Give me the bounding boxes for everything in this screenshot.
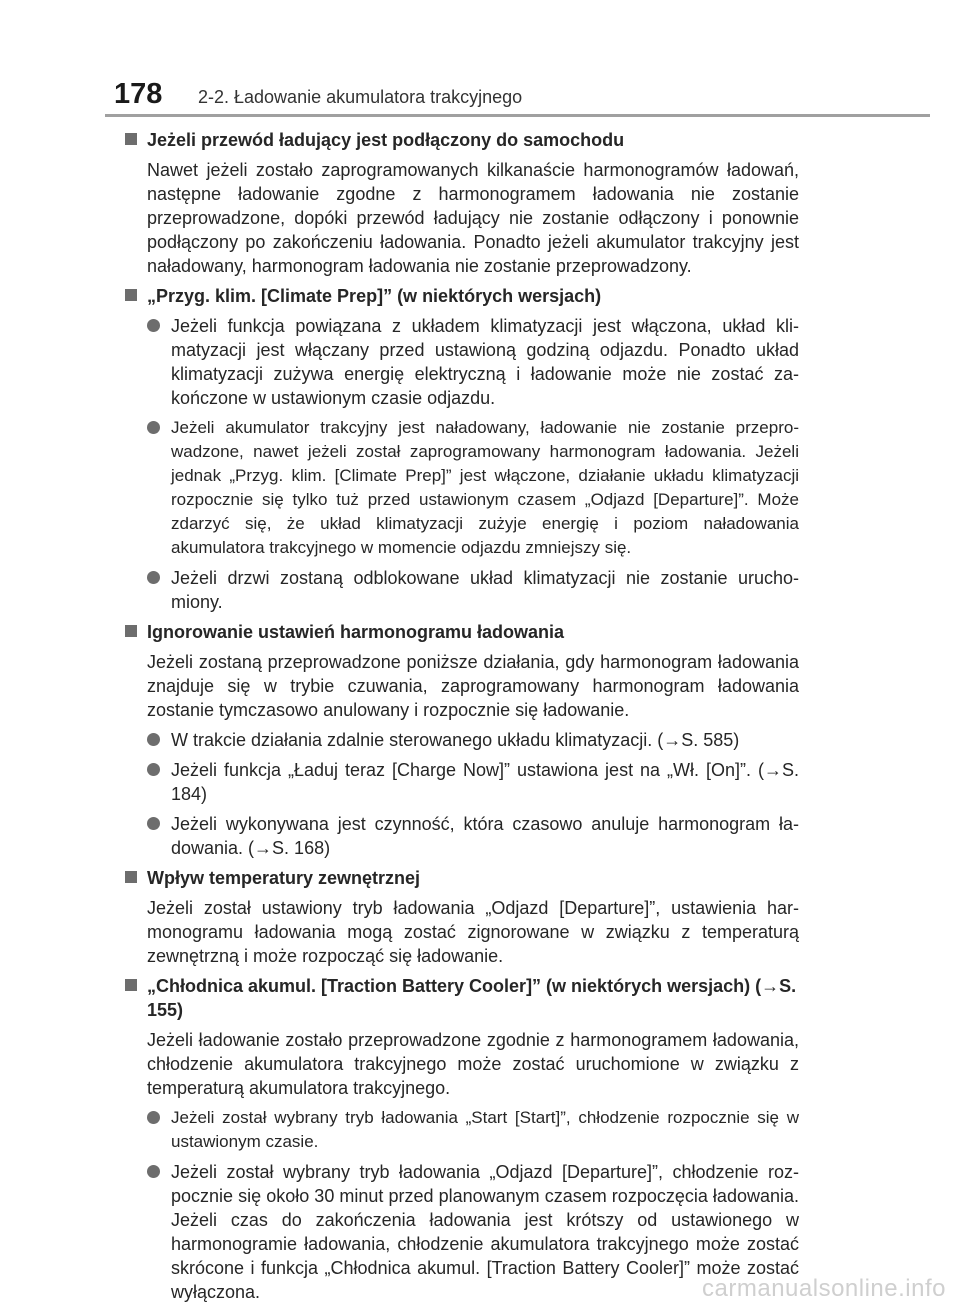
list-item-text: W trakcie działania zdalnie sterowanego układu klimatyzacji. (→S. 585) [171, 730, 740, 750]
round-bullet-icon [147, 319, 160, 332]
round-bullet-icon [147, 817, 160, 830]
list-item-text: Jeżeli funkcja „Ładuj teraz [Charge Now]” ustawiona jest na „Wł. [On]”. (→S. 184) [171, 760, 799, 804]
list-item [123, 758, 799, 806]
round-bullet-icon [147, 571, 160, 584]
section-heading [123, 284, 799, 308]
list-item-text: Jeżeli wykonywana jest czynność, która czasowo anuluje harmonogram ładowania. (→S. 168) [171, 814, 799, 858]
section-ignore-schedule [123, 620, 799, 860]
section-outside-temperature [123, 866, 799, 968]
section-heading [123, 974, 799, 1022]
list-item-text: Jeżeli funkcja powiązana z układem klimatyzacji jest włączona, układ klimatyzacji jest włączany przed ustawioną godziną odjazdu. Ponadto układ klimatyzacji zużywa energię elektryczną i ładowanie może nie zostać zakończone w ustawionym czasie odjazdu. [171, 316, 799, 408]
round-bullet-icon [147, 1111, 160, 1124]
heading-text: Wpływ temperatury zewnętrznej [147, 868, 421, 888]
list-item-text: Jeżeli akumulator trakcyjny jest naładowany, ładowanie nie zostanie przeprowadzone, nawet jeżeli został zaprogramowany harmonogram ładowania. Jeżeli jednak „Przyg. klim. [Climate Prep]” jest włączone, działanie układu klimatyzacji rozpocznie się tylko tuż przed ustawionym czasem „Odjazd [Departure]”. Może zdarzyć się, że układ klimatyzacji zużyje energię i poziom naładowania akumulatora trakcyjnego w momencie odjazdu zmniejszy się. [171, 418, 799, 557]
paragraph: Jeżeli zostaną przeprowadzone poniższe działania, gdy harmonogram ładowania znajduje się w trybie czuwania, zaprogramowany harmonogram ładowania zostanie tymczasowo anulowany i rozpocznie się ładowanie. [147, 652, 799, 720]
square-bullet-icon [125, 133, 137, 145]
list-item [123, 728, 799, 752]
page-header [0, 0, 960, 115]
heading-text: „Chłodnica akumul. [Traction Battery Cooler]” (w niektórych wersjach) (→S. 155) [147, 976, 797, 1020]
paragraph: Jeżeli ładowanie zostało przeprowadzone zgodnie z harmonogramem ładowania, chłodzenie akumulatora trakcyjnego może zostać uruchomione w związku z temperaturą akumulatora trakcyjnego. [147, 1030, 799, 1098]
section-heading [123, 866, 799, 890]
square-bullet-icon [125, 289, 137, 301]
heading-text: Jeżeli przewód ładujący jest podłączony do samochodu [147, 130, 625, 150]
page-content [123, 124, 799, 1310]
list-item-text: Jeżeli został wybrany tryb ładowania „Start [Start]”, chłodzenie rozpocznie się w ustawionym czasie. [171, 1108, 799, 1151]
round-bullet-icon [147, 421, 160, 434]
square-bullet-icon [125, 625, 137, 637]
round-bullet-icon [147, 733, 160, 746]
paragraph: Jeżeli został ustawiony tryb ładowania „Odjazd [Departure]”, ustawienia harmonogramu ładowania mogą zostać zignorowane w związku z temperaturą zewnętrzną i może rozpocząć się ładowanie. [147, 898, 799, 966]
watermark: carmanualsonline.info [702, 1275, 946, 1302]
section-heading [123, 128, 799, 152]
page-number: 178 [114, 78, 163, 110]
section-charging-cable-connected [123, 128, 799, 278]
list-item [123, 1160, 799, 1304]
list-item [123, 1106, 799, 1154]
paragraph: Nawet jeżeli zostało zaprogramowanych kilkanaście harmonogramów ładowań, następne ładowanie zgodne z harmonogramem ładowania nie zostanie przeprowadzone, dopóki przewód ładujący nie zostanie odłączony i ponownie podłączony po zakończeniu ładowania. Ponadto jeżeli akumulator trakcyjny jest naładowany, harmonogram ładowania nie zostanie przeprowadzony. [147, 160, 799, 276]
list-item [123, 812, 799, 860]
square-bullet-icon [125, 979, 137, 991]
list-item [123, 314, 799, 410]
square-bullet-icon [125, 871, 137, 883]
heading-text: Ignorowanie ustawień harmonogramu ładowania [147, 622, 565, 642]
list-item-text: Jeżeli drzwi zostaną odblokowane układ klimatyzacji nie zostanie uruchomiony. [171, 568, 799, 612]
list-item [123, 416, 799, 560]
header-divider [105, 114, 930, 117]
list-item [123, 566, 799, 614]
section-battery-cooler [123, 974, 799, 1304]
section-climate-prep [123, 284, 799, 614]
round-bullet-icon [147, 763, 160, 776]
round-bullet-icon [147, 1165, 160, 1178]
chapter-title: 2-2. Ładowanie akumulatora trakcyjnego [198, 87, 523, 107]
heading-text: „Przyg. klim. [Climate Prep]” (w niektórych wersjach) [147, 286, 602, 306]
section-heading [123, 620, 799, 644]
list-item-text: Jeżeli został wybrany tryb ładowania „Odjazd [Departure]”, chłodzenie rozpocznie się około 30 minut przed planowanym czasem rozpoczęcia ładowania. Jeżeli czas do zakończenia ładowania jest krótszy od ustawionego w harmonogramie ładowania, chłodzenie akumulatora trakcyjnego może zostać skrócone i funkcja „Chłodnica akumul. [Traction Battery Cooler]” może zostać wyłączona. [171, 1162, 799, 1302]
